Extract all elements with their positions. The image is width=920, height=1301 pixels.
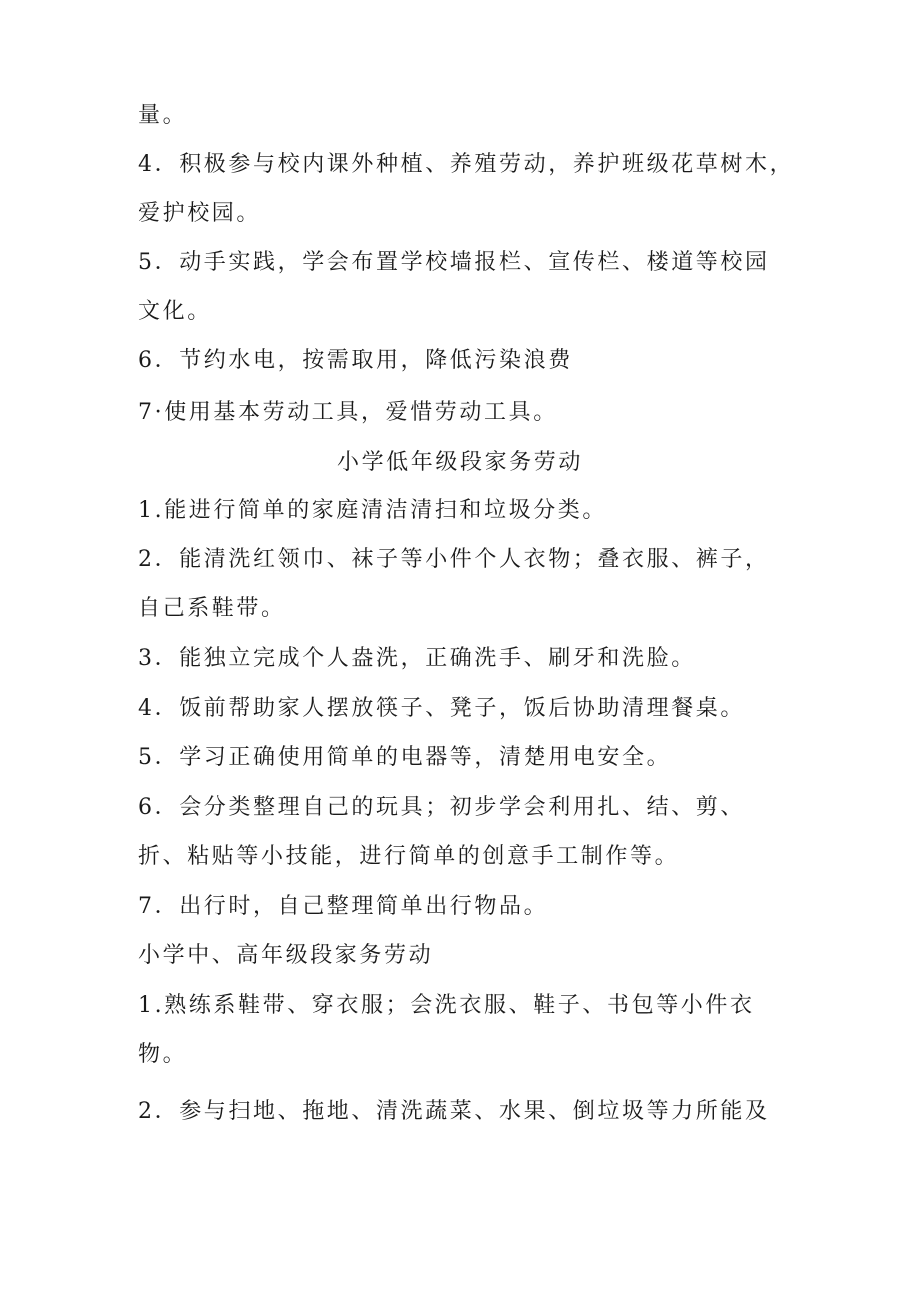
section-heading-middle-upper-grade: 小学中、高年级段家务劳动 — [138, 943, 434, 968]
text-line-item-4-cont: 爱护校园。 — [138, 201, 262, 226]
text-line-lower-item-7: 7．出行时，自己整理简单出行物品。 — [138, 894, 549, 919]
text-line-lower-item-6-cont: 折、粘贴等小技能，进行简单的创意手工制作等。 — [138, 844, 680, 869]
text-line-lower-item-1: 1.能进行简单的家庭清洁清扫和垃圾分类。 — [138, 498, 607, 523]
text-line-item-4: 4．积极参与校内课外种植、养殖劳动，养护班级花草树木， — [138, 152, 795, 177]
section-heading-lower-grade: 小学低年级段家务劳动 — [336, 450, 583, 475]
text-line-lower-item-2-cont: 自己系鞋带。 — [138, 596, 286, 621]
text-line-upper-item-2: 2．参与扫地、拖地、清洗蔬菜、水果、倒垃圾等力所能及 — [138, 1099, 770, 1124]
text-line-upper-item-1: 1.熟练系鞋带、穿衣服；会洗衣服、鞋子、书包等小件衣 — [138, 993, 755, 1018]
text-line-upper-item-1-cont: 物。 — [138, 1042, 188, 1067]
text-line-continuation: 量。 — [138, 103, 188, 128]
text-line-lower-item-4: 4．饭前帮助家人摆放筷子、凳子，饭后协助清理餐桌。 — [138, 696, 745, 721]
text-line-lower-item-5: 5．学习正确使用简单的电器等，清楚用电安全。 — [138, 745, 672, 770]
text-line-item-7: 7·使用基本劳动工具，爱惜劳动工具。 — [138, 400, 558, 425]
text-line-item-6: 6．节约水电，按需取用，降低污染浪费 — [138, 348, 573, 373]
text-line-lower-item-2: 2．能清洗红领巾、袜子等小件个人衣物；叠衣服、裤子， — [138, 547, 770, 572]
text-line-item-5-cont: 文化。 — [138, 299, 212, 324]
text-line-lower-item-6: 6．会分类整理自己的玩具；初步学会利用扎、结、剪、 — [138, 795, 745, 820]
text-line-item-5: 5．动手实践，学会布置学校墙报栏、宣传栏、楼道等校园 — [138, 250, 770, 275]
text-line-lower-item-3: 3．能独立完成个人盎洗，正确洗手、刷牙和洗脸。 — [138, 646, 696, 671]
